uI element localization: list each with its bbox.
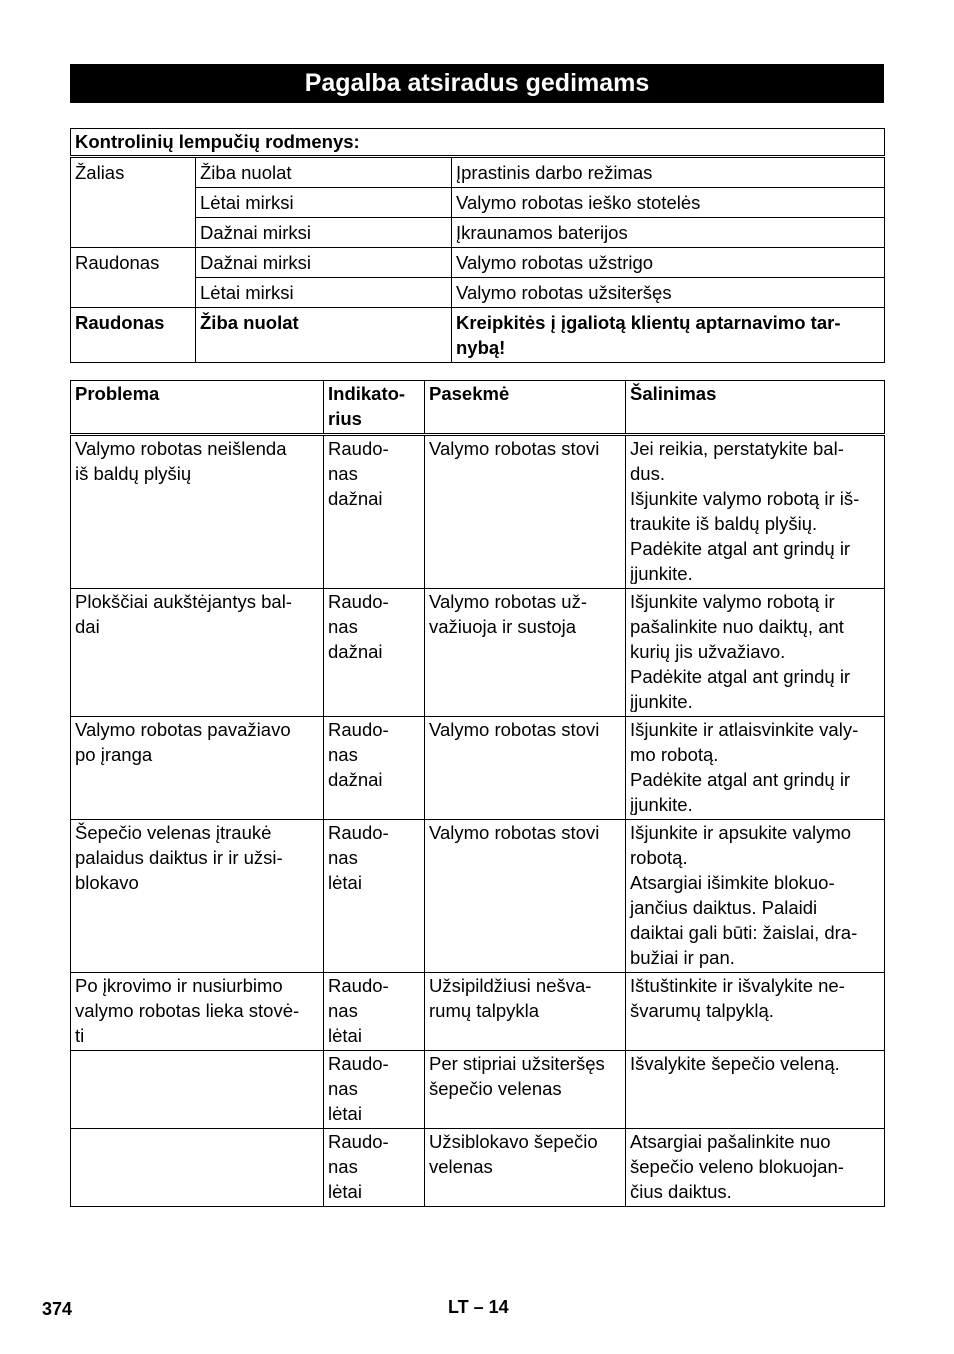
indicator-cell: Raudo- nas lėtai [324,1129,425,1207]
indicator-state: Lėtai mirksi [196,188,452,218]
indicator-color: Raudonas [71,248,196,308]
indicator-state: Žiba nuolat [196,157,452,188]
consequence-cell: Valymo robotas stovi [425,435,626,589]
remedy-cell: Atsargiai pašalinkite nuo šepečio veleno blokuojan- čius daiktus. [626,1129,885,1207]
indicator-state: Žiba nuolat [196,308,452,363]
consequence-cell: Valymo robotas už- važiuoja ir sustoja [425,589,626,717]
consequence-cell: Užsiblokavo šepečio velenas [425,1129,626,1207]
problem-cell: Plokščiai aukštėjantys bal- dai [71,589,324,717]
remedy-cell: Išvalykite šepečio veleną. [626,1051,885,1129]
indicator-row [71,248,885,278]
problem-header: Problema [71,381,324,435]
indicator-color: Raudonas [71,308,196,363]
remedy-cell: Ištuštinkite ir išvalykite ne- švarumų talpyklą. [626,973,885,1051]
table-row [71,589,885,717]
indicator-row [71,157,885,188]
indicator-cell: Raudo- nas dažnai [324,717,425,820]
consequence-cell: Per stipriai užsiteršęs šepečio velenas [425,1051,626,1129]
indicator-state: Dažnai mirksi [196,218,452,248]
remedy-cell: Išjunkite ir atlaisvinkite valy- mo robotą. Padėkite atgal ant grindų ir įjunkite. [626,717,885,820]
page-title: Pagalba atsiradus gedimams [70,64,884,103]
problem-cell [71,1051,324,1129]
indicator-meaning: Valymo robotas ieško stotelės [452,188,885,218]
table-row [71,973,885,1051]
problem-cell [71,1129,324,1207]
table-row [71,435,885,589]
indicator-color: Žalias [71,157,196,248]
indicator-meaning: Kreipkitės į įgaliotą klientų aptarnavimo tar- nybą! [452,308,885,363]
indicator-meaning: Įkraunamos baterijos [452,218,885,248]
indicator-meaning: Valymo robotas užsiteršęs [452,278,885,308]
problem-cell: Šepečio velenas įtraukė palaidus daiktus ir ir užsi- blokavo [71,820,324,973]
consequence-cell: Valymo robotas stovi [425,717,626,820]
consequence-cell: Valymo robotas stovi [425,820,626,973]
table-row [71,1129,885,1207]
indicator-meaning: Valymo robotas užstrigo [452,248,885,278]
indicator-cell: Raudo- nas lėtai [324,820,425,973]
indicator-cell: Raudo- nas lėtai [324,1051,425,1129]
indicator-cell: Raudo- nas dažnai [324,435,425,589]
remedy-cell: Jei reikia, perstatykite bal- dus. Išjunkite valymo robotą ir iš- traukite iš baldų plyšių. Padėkite atgal ant grindų ir įjunkite. [626,435,885,589]
problem-cell: Po įkrovimo ir nusiurbimo valymo robotas lieka stovė- ti [71,973,324,1051]
troubleshooting-table [70,380,885,1207]
problem-cell: Valymo robotas neišlenda iš baldų plyšių [71,435,324,589]
consequence-cell: Užsipildžiusi nešva- rumų talpykla [425,973,626,1051]
problem-cell: Valymo robotas pavažiavo po įranga [71,717,324,820]
indicator-table-header: Kontrolinių lempučių rodmenys: [71,129,885,157]
indicator-row [71,308,885,363]
remedy-cell: Išjunkite ir apsukite valymo robotą. Atsargiai išimkite blokuo- jančius daiktus. Palaidi daiktai gali būti: žaislai, dra- bužiai ir pan. [626,820,885,973]
table-row [71,820,885,973]
indicator-cell: Raudo- nas lėtai [324,973,425,1051]
indicator-header: Indikato- rius [324,381,425,435]
page-number: 374 [42,1299,73,1319]
language-page-label: LT – 14 [448,1297,509,1317]
indicator-state: Lėtai mirksi [196,278,452,308]
indicator-cell: Raudo- nas dažnai [324,589,425,717]
indicator-lights-table [70,128,885,363]
indicator-meaning: Įprastinis darbo režimas [452,157,885,188]
remedy-header: Šalinimas [626,381,885,435]
table-row [71,717,885,820]
indicator-state: Dažnai mirksi [196,248,452,278]
remedy-cell: Išjunkite valymo robotą ir pašalinkite nuo daiktų, ant kurių jis užvažiavo. Padėkite atgal ant grindų ir įjunkite. [626,589,885,717]
table-row [71,1051,885,1129]
consequence-header: Pasekmė [425,381,626,435]
